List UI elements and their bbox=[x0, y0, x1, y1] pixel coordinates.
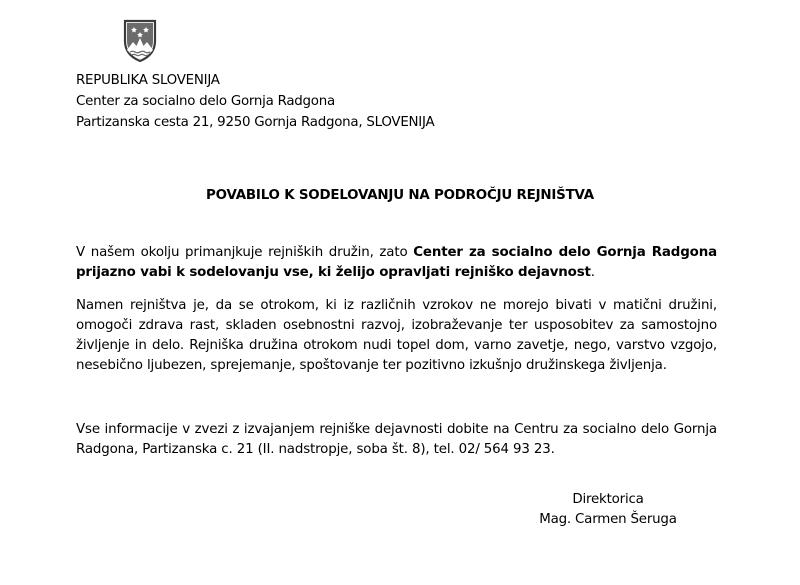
paragraph-invitation-intro: V našem okolju primanjkuje rejniških družin, zato bbox=[76, 245, 414, 260]
header-country: REPUBLIKA SLOVENIJA bbox=[76, 73, 220, 88]
signature-block bbox=[513, 490, 703, 530]
paragraph-purpose: Namen rejništva je, da se otrokom, ki iz različnih vzrokov ne morejo bivati v matični družini, omogoči zdrava rast, skladen osebnostni razvoj, izobraževanje ter usposobitev za samostojno življenje in delo. Rejniška družina otrokom nudi topel dom, varno zavetje, nego, varstvo vzgojo, nesebično ljubezen, sprejemanje, spoštovanje ter pozitivno izkušnjo družinskega življenja. bbox=[76, 298, 717, 373]
paragraph-invitation-end: . bbox=[590, 265, 595, 280]
signature-role: Direktorica bbox=[572, 492, 644, 507]
document-title: POVABILO K SODELOVANJU NA PODROČJU REJNIŠTVA bbox=[206, 188, 594, 203]
slovenia-coat-of-arms-icon bbox=[123, 19, 157, 63]
header-address: Partizanska cesta 21, 9250 Gornja Radgona, SLOVENIJA bbox=[76, 115, 435, 130]
paragraph-invitation-bold: Center za socialno delo Gornja Radgona prijazno vabi k sodelovanju vse, ki želijo opravljati rejniško dejavnost bbox=[76, 245, 717, 280]
signature-name: Mag. Carmen Šeruga bbox=[539, 512, 677, 527]
paragraph-contact: Vse informacije v zvezi z izvajanjem rejniške dejavnosti dobite na Centru za socialno delo Gornja Radgona, Partizanska c. 21 (II. nadstropje, soba št. 8), tel. 02/ 564 93 23. bbox=[76, 422, 717, 457]
header-institution: Center za socialno delo Gornja Radgona bbox=[76, 94, 335, 109]
paragraph-invitation bbox=[76, 243, 717, 283]
sender-header bbox=[76, 70, 434, 133]
